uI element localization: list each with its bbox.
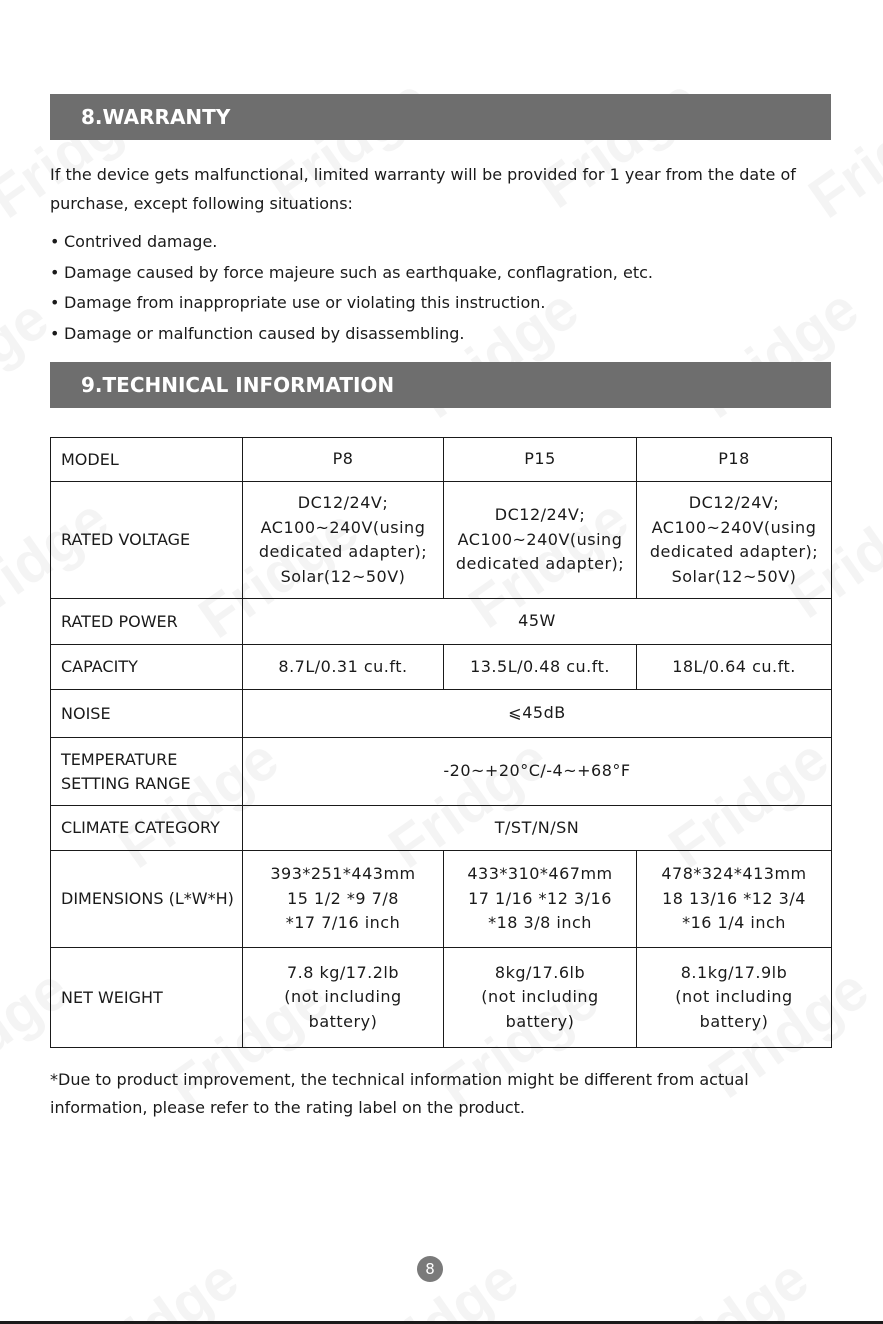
row-label-model: MODEL bbox=[51, 438, 243, 482]
rated-voltage-p18-line: dedicated adapter); bbox=[649, 542, 819, 561]
capacity-p8: 8.7L/0.31 cu.ft. bbox=[243, 645, 444, 690]
rated-voltage-p18-line: DC12/24V; bbox=[688, 493, 780, 512]
table-row bbox=[51, 645, 832, 690]
net-weight-p18-line: battery) bbox=[699, 1011, 769, 1031]
net-weight-p15 bbox=[444, 948, 637, 1048]
table-row bbox=[51, 690, 832, 738]
rated-voltage-p8-line: Solar(12~50V) bbox=[280, 566, 406, 586]
temperature-value: -20~+20°C/-4~+68°F bbox=[243, 738, 832, 806]
dimensions-p8-line: *17 7/16 inch bbox=[285, 913, 401, 933]
net-weight-p15-line: (not including bbox=[481, 987, 599, 1007]
list-item: • Damage or malfunction caused by disassembling. bbox=[50, 319, 840, 350]
footnote-line-2: information, please refer to the rating label on the product. bbox=[50, 1098, 525, 1117]
footnote bbox=[50, 1066, 840, 1122]
list-item: • Damage from inappropriate use or violating this instruction. bbox=[50, 288, 840, 319]
capacity-p15: 13.5L/0.48 cu.ft. bbox=[444, 645, 637, 690]
list-item: • Damage caused by force majeure such as earthquake, conflagration, etc. bbox=[50, 258, 840, 289]
net-weight-p18-line: 8.1kg/17.9lb bbox=[680, 962, 788, 982]
row-label-noise: NOISE bbox=[51, 690, 243, 738]
climate-value: T/ST/N/SN bbox=[243, 806, 832, 851]
temperature-label-line-2: SETTING RANGE bbox=[61, 773, 191, 793]
rated-voltage-p15-line: AC100~240V(using bbox=[457, 529, 623, 549]
model-p15: P15 bbox=[444, 438, 637, 482]
row-label-capacity: CAPACITY bbox=[51, 645, 243, 690]
row-label-dimensions: DIMENSIONS (L*W*H) bbox=[51, 851, 243, 948]
net-weight-p18 bbox=[637, 948, 832, 1048]
rated-voltage-p18-line: Solar(12~50V) bbox=[671, 566, 797, 586]
rated-voltage-p8-line: dedicated adapter); bbox=[258, 542, 428, 561]
dimensions-p15-line: 17 1/16 *12 3/16 bbox=[468, 888, 612, 908]
table-row bbox=[51, 738, 832, 806]
row-label-climate: CLIMATE CATEGORY bbox=[51, 806, 243, 851]
table-row bbox=[51, 806, 832, 851]
rated-voltage-p8-line: DC12/24V; bbox=[297, 493, 389, 512]
rated-voltage-p18 bbox=[637, 482, 832, 599]
watermark-text bbox=[637, 1245, 821, 1324]
dimensions-p15 bbox=[444, 851, 637, 948]
rated-voltage-p15-line: DC12/24V; bbox=[494, 505, 586, 525]
noise-value: ⩽45dB bbox=[243, 690, 832, 738]
list-item: • Contrived damage. bbox=[50, 227, 840, 258]
rated-voltage-p8 bbox=[243, 482, 444, 599]
net-weight-p15-line: 8kg/17.6lb bbox=[494, 962, 586, 982]
dimensions-p8-line: 393*251*443mm bbox=[270, 864, 416, 884]
dimensions-p18-line: *16 1/4 inch bbox=[682, 913, 786, 933]
net-weight-p18-line: (not including bbox=[675, 987, 793, 1007]
rated-power-value: 45W bbox=[243, 599, 832, 645]
model-p18: P18 bbox=[637, 438, 832, 482]
net-weight-p8 bbox=[243, 948, 444, 1048]
dimensions-p18-line: 478*324*413mm bbox=[661, 864, 807, 884]
net-weight-p8-line: battery) bbox=[308, 1011, 378, 1031]
page-number: 8 bbox=[417, 1256, 443, 1282]
rated-voltage-p18-line: AC100~240V(using bbox=[651, 517, 817, 537]
dimensions-p15-line: 433*310*467mm bbox=[467, 864, 613, 884]
warranty-heading: 8.WARRANTY bbox=[50, 94, 831, 140]
table-row bbox=[51, 948, 832, 1048]
table-row bbox=[51, 599, 832, 645]
watermark-text bbox=[347, 1245, 531, 1324]
spec-table bbox=[50, 437, 832, 1048]
dimensions-p8 bbox=[243, 851, 444, 948]
row-label-rated-voltage: RATED VOLTAGE bbox=[51, 482, 243, 599]
footnote-line-1: *Due to product improvement, the technical information might be different from actual bbox=[50, 1070, 749, 1089]
table-row bbox=[51, 482, 832, 599]
row-label-temperature bbox=[51, 738, 243, 806]
row-label-net-weight: NET WEIGHT bbox=[51, 948, 243, 1048]
net-weight-p8-line: (not including bbox=[284, 987, 402, 1007]
net-weight-p8-line: 7.8 kg/17.2lb bbox=[286, 962, 400, 982]
dimensions-p15-line: *18 3/8 inch bbox=[488, 913, 592, 933]
technical-heading: 9.TECHNICAL INFORMATION bbox=[50, 362, 831, 408]
table-row bbox=[51, 851, 832, 948]
rated-voltage-p8-line: AC100~240V(using bbox=[260, 517, 426, 537]
capacity-p18: 18L/0.64 cu.ft. bbox=[637, 645, 832, 690]
model-p8: P8 bbox=[243, 438, 444, 482]
dimensions-p18-line: 18 13/16 *12 3/4 bbox=[662, 888, 806, 908]
warranty-intro-line-2: purchase, except following situations: bbox=[50, 194, 353, 213]
watermark-text bbox=[67, 1245, 251, 1324]
warranty-intro-line-1: If the device gets malfunctional, limited warranty will be provided for 1 year from the date of bbox=[50, 165, 796, 184]
net-weight-p15-line: battery) bbox=[505, 1011, 575, 1031]
rated-voltage-p15-line: dedicated adapter); bbox=[455, 554, 625, 574]
dimensions-p18 bbox=[637, 851, 832, 948]
temperature-label-line-1: TEMPERATURE bbox=[61, 749, 178, 769]
row-label-rated-power: RATED POWER bbox=[51, 599, 243, 645]
rated-voltage-p15 bbox=[444, 482, 637, 599]
dimensions-p8-line: 15 1/2 *9 7/8 bbox=[287, 888, 399, 908]
warranty-exceptions-list bbox=[50, 227, 840, 349]
table-row bbox=[51, 438, 832, 482]
